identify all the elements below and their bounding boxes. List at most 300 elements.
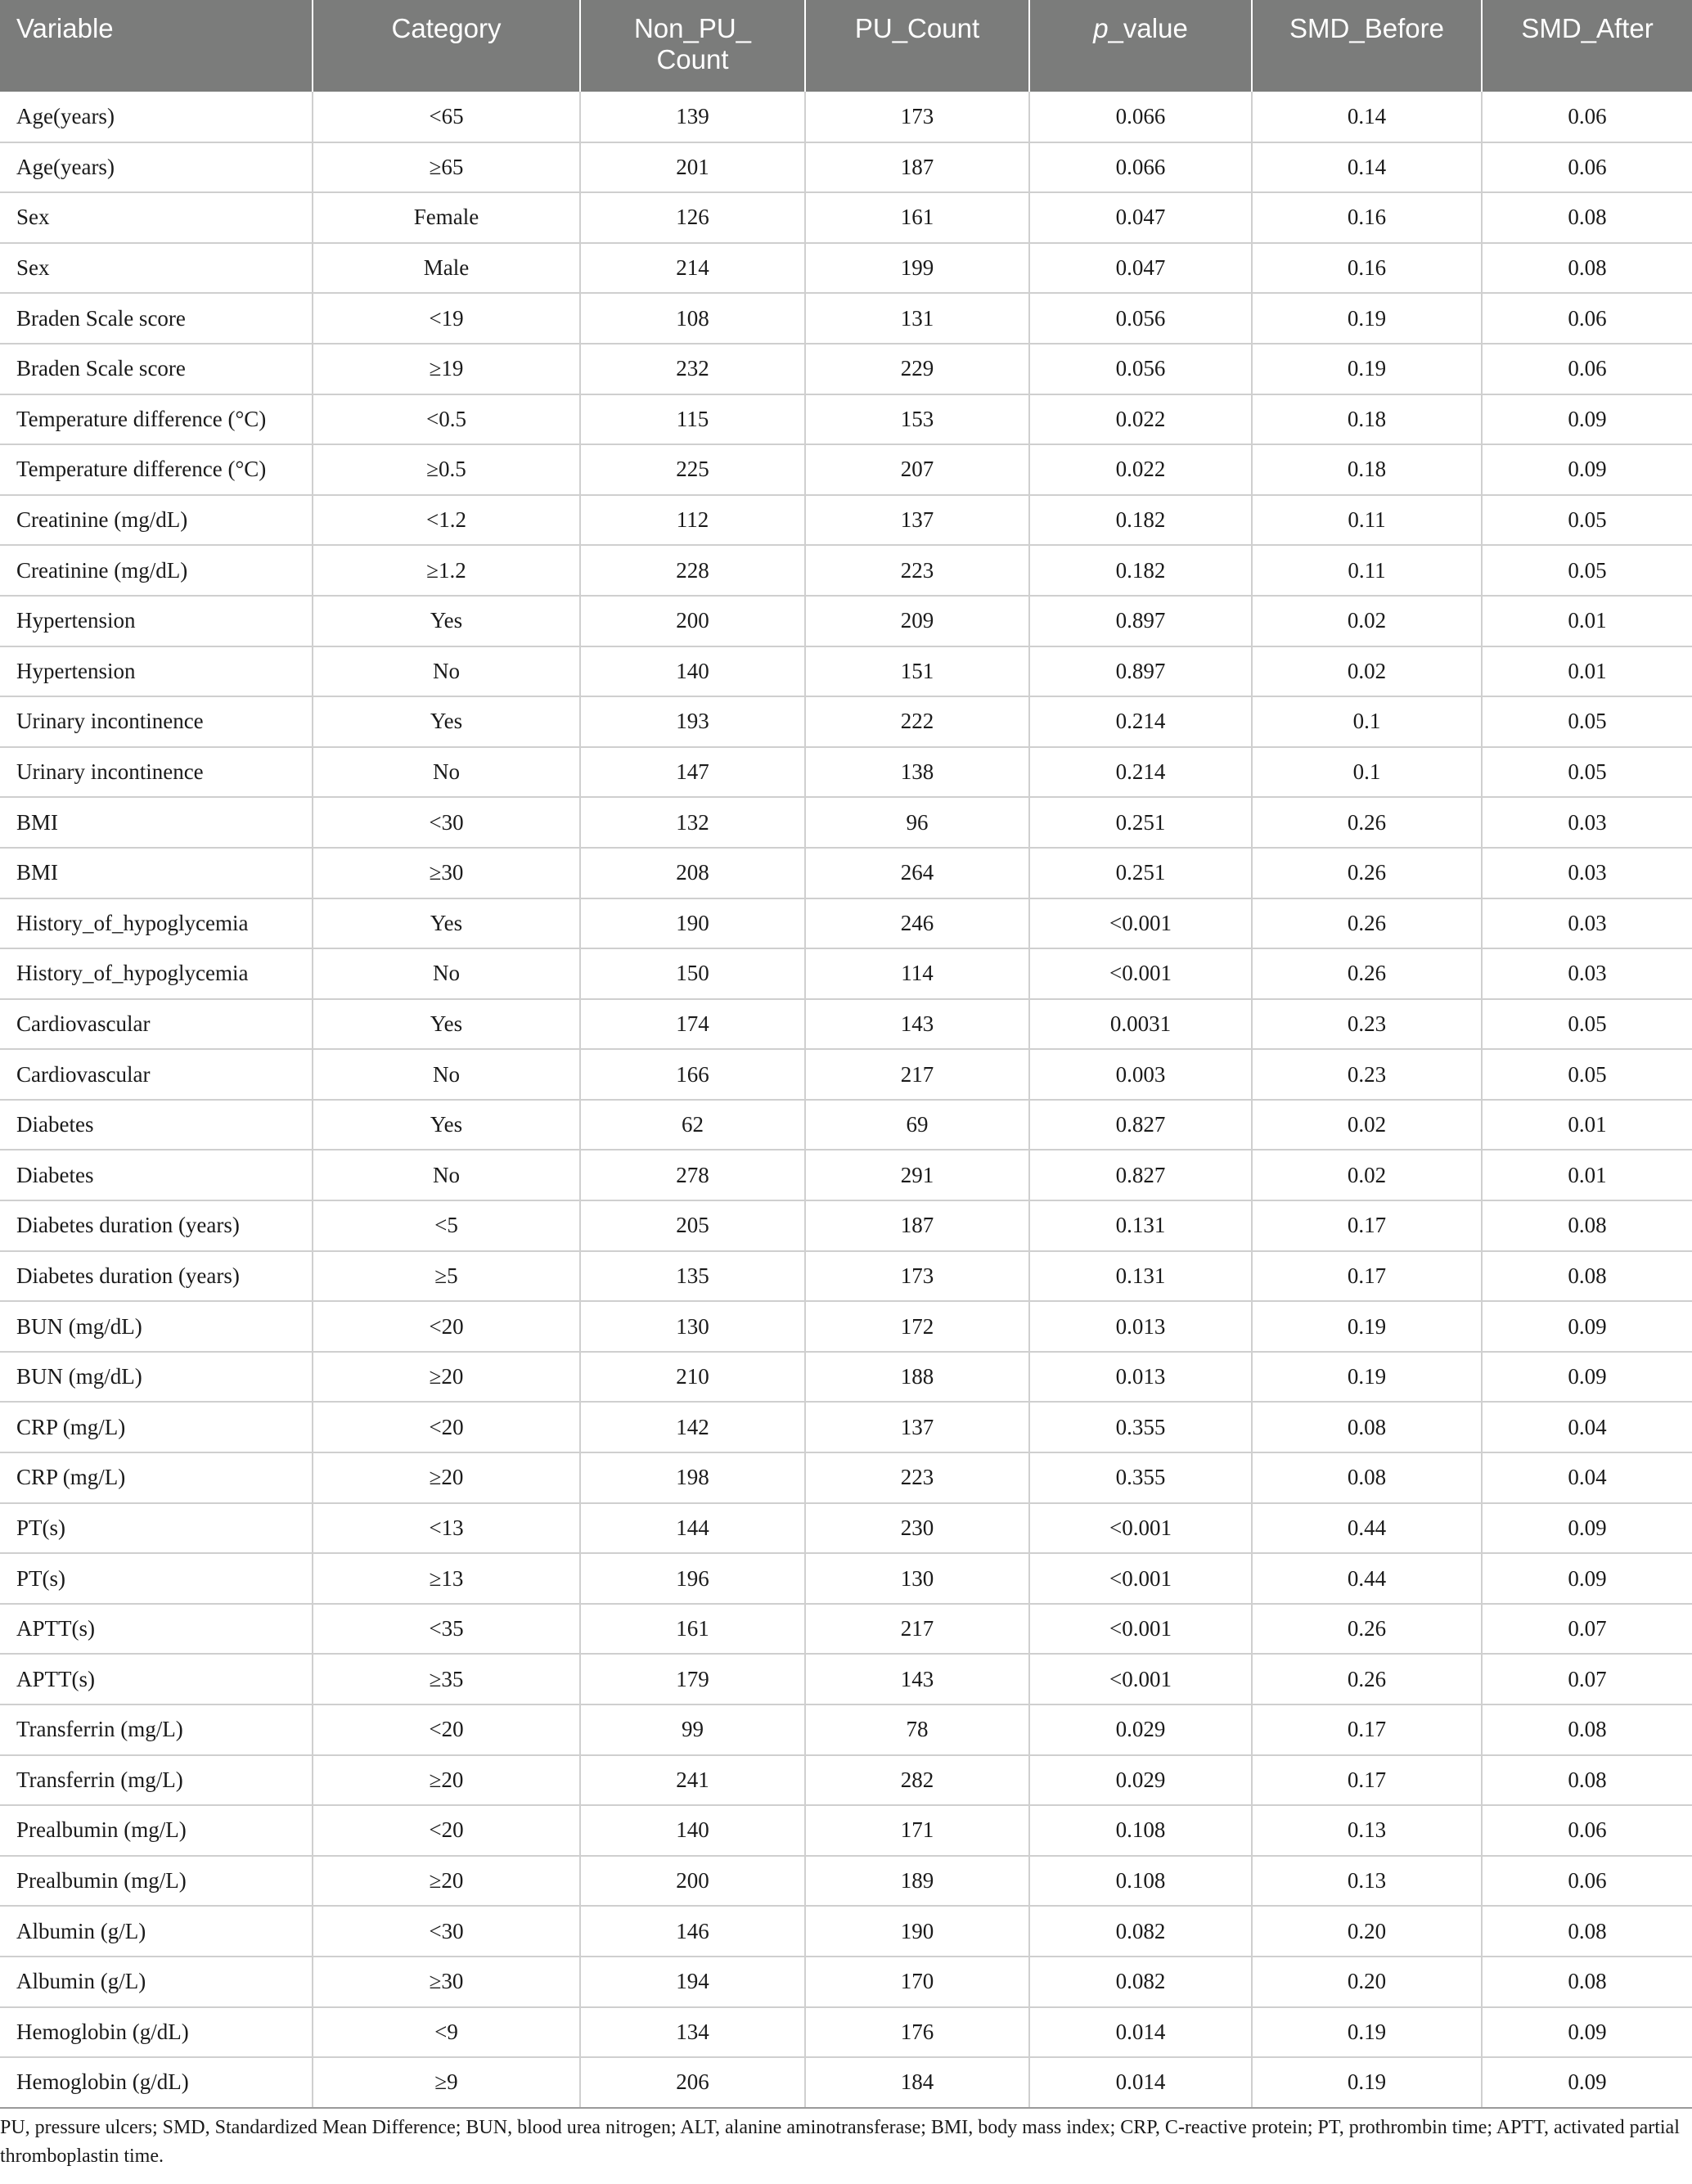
table-row <box>0 696 1692 747</box>
p-value-cell: 0.131 <box>1029 1251 1252 1302</box>
category-cell: ≥20 <box>313 1755 580 1806</box>
variable-cell: Diabetes duration (years) <box>0 1200 313 1251</box>
pu-count-cell: 173 <box>805 92 1029 142</box>
smd-after-cell: 0.06 <box>1482 142 1692 193</box>
category-cell: ≥19 <box>313 344 580 394</box>
table-row <box>0 344 1692 394</box>
smd-before-cell: 0.19 <box>1252 2057 1482 2108</box>
table-row <box>0 2057 1692 2108</box>
p-value-cell: 0.082 <box>1029 1957 1252 2007</box>
variable-cell: Creatinine (mg/dL) <box>0 495 313 546</box>
variable-cell: Hypertension <box>0 646 313 697</box>
p-value-cell: 0.108 <box>1029 1805 1252 1856</box>
category-cell: Yes <box>313 1100 580 1151</box>
pu-count-cell: 171 <box>805 1805 1029 1856</box>
pu-count-cell: 291 <box>805 1150 1029 1200</box>
non-pu-count-cell: 112 <box>580 495 805 546</box>
pu-count-cell: 230 <box>805 1503 1029 1554</box>
header-smd-before: SMD_Before <box>1252 0 1482 92</box>
smd-before-cell: 0.20 <box>1252 1957 1482 2007</box>
variable-cell: Prealbumin (mg/L) <box>0 1805 313 1856</box>
category-cell: <20 <box>313 1805 580 1856</box>
smd-before-cell: 0.44 <box>1252 1553 1482 1604</box>
table-row <box>0 1856 1692 1907</box>
pu-count-cell: 131 <box>805 293 1029 344</box>
header-variable: Variable <box>0 0 313 92</box>
smd-before-cell: 0.11 <box>1252 495 1482 546</box>
table-row <box>0 1301 1692 1352</box>
pu-count-cell: 223 <box>805 1452 1029 1503</box>
header-pu-count: PU_Count <box>805 0 1029 92</box>
smd-before-cell: 0.26 <box>1252 1654 1482 1704</box>
header-row <box>0 0 1692 92</box>
variable-cell: Albumin (g/L) <box>0 1906 313 1957</box>
smd-before-cell: 0.26 <box>1252 948 1482 999</box>
non-pu-count-cell: 132 <box>580 797 805 848</box>
smd-before-cell: 0.16 <box>1252 243 1482 294</box>
pu-count-cell: 138 <box>805 747 1029 798</box>
smd-before-cell: 0.19 <box>1252 293 1482 344</box>
category-cell: <35 <box>313 1604 580 1655</box>
table-row <box>0 1150 1692 1200</box>
p-value-cell: 0.897 <box>1029 596 1252 646</box>
pu-count-cell: 217 <box>805 1049 1029 1100</box>
p-value-cell: 0.0031 <box>1029 999 1252 1050</box>
smd-before-cell: 0.17 <box>1252 1200 1482 1251</box>
variable-cell: Transferrin (mg/L) <box>0 1755 313 1806</box>
table-header <box>0 0 1692 92</box>
table-row <box>0 898 1692 949</box>
variable-cell: APTT(s) <box>0 1654 313 1704</box>
table-row <box>0 1503 1692 1554</box>
header-p-value <box>1029 0 1252 92</box>
header-p-value-italic: p <box>1093 13 1109 43</box>
smd-after-cell: 0.05 <box>1482 999 1692 1050</box>
p-value-cell: 0.029 <box>1029 1755 1252 1806</box>
header-non-pu-count <box>580 0 805 92</box>
table-row <box>0 1049 1692 1100</box>
smd-before-cell: 0.02 <box>1252 1150 1482 1200</box>
variable-cell: PT(s) <box>0 1503 313 1554</box>
table-body <box>0 92 1692 2108</box>
category-cell: Female <box>313 192 580 243</box>
table-row <box>0 1200 1692 1251</box>
pu-count-cell: 176 <box>805 2007 1029 2058</box>
category-cell: <5 <box>313 1200 580 1251</box>
pu-count-cell: 199 <box>805 243 1029 294</box>
smd-before-cell: 0.19 <box>1252 1301 1482 1352</box>
category-cell: <13 <box>313 1503 580 1554</box>
smd-before-cell: 0.14 <box>1252 92 1482 142</box>
table-row <box>0 394 1692 445</box>
non-pu-count-cell: 166 <box>580 1049 805 1100</box>
smd-after-cell: 0.06 <box>1482 293 1692 344</box>
variable-cell: Sex <box>0 192 313 243</box>
pu-count-cell: 153 <box>805 394 1029 445</box>
smd-before-cell: 0.26 <box>1252 797 1482 848</box>
non-pu-count-cell: 241 <box>580 1755 805 1806</box>
variable-cell: Diabetes duration (years) <box>0 1251 313 1302</box>
smd-before-cell: 0.1 <box>1252 696 1482 747</box>
p-value-cell: <0.001 <box>1029 948 1252 999</box>
pu-count-cell: 143 <box>805 1654 1029 1704</box>
pu-count-cell: 78 <box>805 1704 1029 1755</box>
p-value-cell: 0.047 <box>1029 192 1252 243</box>
variable-cell: CRP (mg/L) <box>0 1452 313 1503</box>
smd-after-cell: 0.08 <box>1482 1251 1692 1302</box>
pu-count-cell: 187 <box>805 142 1029 193</box>
p-value-cell: 0.056 <box>1029 293 1252 344</box>
non-pu-count-cell: 179 <box>580 1654 805 1704</box>
variable-cell: Creatinine (mg/dL) <box>0 545 313 596</box>
smd-before-cell: 0.19 <box>1252 344 1482 394</box>
table-row <box>0 243 1692 294</box>
table-row <box>0 545 1692 596</box>
category-cell: <1.2 <box>313 495 580 546</box>
variable-cell: Prealbumin (mg/L) <box>0 1856 313 1907</box>
p-value-cell: <0.001 <box>1029 1654 1252 1704</box>
category-cell: ≥20 <box>313 1352 580 1403</box>
pu-count-cell: 207 <box>805 444 1029 495</box>
smd-before-cell: 0.19 <box>1252 1352 1482 1403</box>
non-pu-count-cell: 210 <box>580 1352 805 1403</box>
variable-cell: Hemoglobin (g/dL) <box>0 2007 313 2058</box>
smd-before-cell: 0.02 <box>1252 1100 1482 1151</box>
non-pu-count-cell: 130 <box>580 1301 805 1352</box>
p-value-cell: 0.066 <box>1029 92 1252 142</box>
category-cell: ≥30 <box>313 1957 580 2007</box>
smd-after-cell: 0.03 <box>1482 898 1692 949</box>
variable-cell: Age(years) <box>0 92 313 142</box>
variable-cell: Age(years) <box>0 142 313 193</box>
category-cell: No <box>313 948 580 999</box>
table-row <box>0 142 1692 193</box>
variable-cell: Diabetes <box>0 1100 313 1151</box>
smd-before-cell: 0.44 <box>1252 1503 1482 1554</box>
pu-count-cell: 137 <box>805 495 1029 546</box>
pu-count-cell: 96 <box>805 797 1029 848</box>
table-row <box>0 1452 1692 1503</box>
p-value-cell: 0.056 <box>1029 344 1252 394</box>
table-row <box>0 848 1692 898</box>
smd-after-cell: 0.09 <box>1482 444 1692 495</box>
p-value-cell: 0.131 <box>1029 1200 1252 1251</box>
non-pu-count-cell: 232 <box>580 344 805 394</box>
table-row <box>0 1654 1692 1704</box>
p-value-cell: 0.047 <box>1029 243 1252 294</box>
smd-after-cell: 0.09 <box>1482 1553 1692 1604</box>
pu-count-cell: 161 <box>805 192 1029 243</box>
p-value-cell: 0.066 <box>1029 142 1252 193</box>
table-row <box>0 1755 1692 1806</box>
variable-cell: Braden Scale score <box>0 293 313 344</box>
table-footnote: PU, pressure ulcers; SMD, Standardized Mean Difference; BUN, blood urea nitrogen; ALT, alanine aminotransferase; BMI, body mass index; CRP, C-reactive protein; PT, prothrombin time; APTT, activated partial thromboplastin time. <box>0 2116 1680 2167</box>
pu-count-cell: 189 <box>805 1856 1029 1907</box>
non-pu-count-cell: 198 <box>580 1452 805 1503</box>
non-pu-count-cell: 135 <box>580 1251 805 1302</box>
category-cell: <20 <box>313 1301 580 1352</box>
smd-before-cell: 0.13 <box>1252 1856 1482 1907</box>
category-cell: No <box>313 747 580 798</box>
category-cell: <20 <box>313 1704 580 1755</box>
smd-before-cell: 0.14 <box>1252 142 1482 193</box>
non-pu-count-cell: 193 <box>580 696 805 747</box>
smd-after-cell: 0.07 <box>1482 1604 1692 1655</box>
category-cell: ≥35 <box>313 1654 580 1704</box>
table-row <box>0 1805 1692 1856</box>
table-row <box>0 646 1692 697</box>
non-pu-count-cell: 150 <box>580 948 805 999</box>
non-pu-count-cell: 214 <box>580 243 805 294</box>
table-row <box>0 1352 1692 1403</box>
smd-after-cell: 0.08 <box>1482 1755 1692 1806</box>
category-cell: No <box>313 646 580 697</box>
smd-after-cell: 0.09 <box>1482 2057 1692 2108</box>
p-value-cell: 0.355 <box>1029 1402 1252 1452</box>
p-value-cell: 0.827 <box>1029 1150 1252 1200</box>
p-value-cell: 0.182 <box>1029 495 1252 546</box>
non-pu-count-cell: 200 <box>580 596 805 646</box>
smd-before-cell: 0.02 <box>1252 596 1482 646</box>
smd-before-cell: 0.23 <box>1252 1049 1482 1100</box>
smd-before-cell: 0.19 <box>1252 2007 1482 2058</box>
pu-count-cell: 217 <box>805 1604 1029 1655</box>
p-value-cell: 0.013 <box>1029 1352 1252 1403</box>
smd-after-cell: 0.01 <box>1482 1100 1692 1151</box>
p-value-cell: 0.214 <box>1029 747 1252 798</box>
smd-before-cell: 0.16 <box>1252 192 1482 243</box>
header-category: Category <box>313 0 580 92</box>
variable-cell: APTT(s) <box>0 1604 313 1655</box>
pu-count-cell: 143 <box>805 999 1029 1050</box>
pu-count-cell: 229 <box>805 344 1029 394</box>
smd-before-cell: 0.26 <box>1252 848 1482 898</box>
smd-after-cell: 0.06 <box>1482 1805 1692 1856</box>
category-cell: ≥9 <box>313 2057 580 2108</box>
p-value-cell: 0.013 <box>1029 1301 1252 1352</box>
smd-after-cell: 0.03 <box>1482 797 1692 848</box>
smd-after-cell: 0.09 <box>1482 1503 1692 1554</box>
category-cell: ≥1.2 <box>313 545 580 596</box>
pu-count-cell: 173 <box>805 1251 1029 1302</box>
table-row <box>0 1402 1692 1452</box>
variable-cell: PT(s) <box>0 1553 313 1604</box>
pu-count-cell: 114 <box>805 948 1029 999</box>
p-value-cell: <0.001 <box>1029 1604 1252 1655</box>
smd-after-cell: 0.08 <box>1482 1200 1692 1251</box>
table-row <box>0 797 1692 848</box>
non-pu-count-cell: 200 <box>580 1856 805 1907</box>
smd-after-cell: 0.09 <box>1482 394 1692 445</box>
smd-before-cell: 0.26 <box>1252 898 1482 949</box>
non-pu-count-cell: 62 <box>580 1100 805 1151</box>
p-value-cell: 0.251 <box>1029 797 1252 848</box>
p-value-cell: 0.897 <box>1029 646 1252 697</box>
p-value-cell: 0.082 <box>1029 1906 1252 1957</box>
pu-count-cell: 246 <box>805 898 1029 949</box>
non-pu-count-cell: 205 <box>580 1200 805 1251</box>
table-row <box>0 948 1692 999</box>
smd-after-cell: 0.05 <box>1482 545 1692 596</box>
non-pu-count-cell: 196 <box>580 1553 805 1604</box>
smd-before-cell: 0.20 <box>1252 1906 1482 1957</box>
p-value-cell: 0.355 <box>1029 1452 1252 1503</box>
smd-after-cell: 0.06 <box>1482 92 1692 142</box>
smd-after-cell: 0.04 <box>1482 1452 1692 1503</box>
table-row <box>0 192 1692 243</box>
non-pu-count-cell: 161 <box>580 1604 805 1655</box>
smd-before-cell: 0.02 <box>1252 646 1482 697</box>
non-pu-count-cell: 140 <box>580 646 805 697</box>
table-row <box>0 1704 1692 1755</box>
category-cell: Male <box>313 243 580 294</box>
variable-cell: Transferrin (mg/L) <box>0 1704 313 1755</box>
non-pu-count-cell: 174 <box>580 999 805 1050</box>
variable-cell: Hemoglobin (g/dL) <box>0 2057 313 2108</box>
smd-after-cell: 0.03 <box>1482 948 1692 999</box>
table-row <box>0 1957 1692 2007</box>
category-cell: <20 <box>313 1402 580 1452</box>
variable-cell: Albumin (g/L) <box>0 1957 313 2007</box>
smd-before-cell: 0.08 <box>1252 1402 1482 1452</box>
table-row <box>0 92 1692 142</box>
category-cell: No <box>313 1150 580 1200</box>
p-value-cell: <0.001 <box>1029 898 1252 949</box>
variable-cell: History_of_hypoglycemia <box>0 948 313 999</box>
pu-count-cell: 151 <box>805 646 1029 697</box>
non-pu-count-cell: 115 <box>580 394 805 445</box>
p-value-cell: <0.001 <box>1029 1503 1252 1554</box>
category-cell: ≥0.5 <box>313 444 580 495</box>
category-cell: ≥5 <box>313 1251 580 1302</box>
variable-cell: CRP (mg/L) <box>0 1402 313 1452</box>
category-cell: <65 <box>313 92 580 142</box>
pu-count-cell: 190 <box>805 1906 1029 1957</box>
smd-before-cell: 0.08 <box>1252 1452 1482 1503</box>
variable-cell: BMI <box>0 797 313 848</box>
smd-after-cell: 0.01 <box>1482 596 1692 646</box>
category-cell: ≥30 <box>313 848 580 898</box>
pu-count-cell: 184 <box>805 2057 1029 2108</box>
non-pu-count-cell: 147 <box>580 747 805 798</box>
smd-before-cell: 0.1 <box>1252 747 1482 798</box>
smd-after-cell: 0.09 <box>1482 1301 1692 1352</box>
pu-count-cell: 172 <box>805 1301 1029 1352</box>
pu-count-cell: 209 <box>805 596 1029 646</box>
smd-after-cell: 0.06 <box>1482 1856 1692 1907</box>
smd-after-cell: 0.05 <box>1482 696 1692 747</box>
p-value-cell: 0.029 <box>1029 1704 1252 1755</box>
category-cell: ≥20 <box>313 1856 580 1907</box>
header-p-value-rest: _value <box>1108 13 1188 43</box>
p-value-cell: 0.251 <box>1029 848 1252 898</box>
smd-after-cell: 0.01 <box>1482 646 1692 697</box>
non-pu-count-cell: 126 <box>580 192 805 243</box>
non-pu-count-cell: 134 <box>580 2007 805 2058</box>
category-cell: No <box>313 1049 580 1100</box>
category-cell: <9 <box>313 2007 580 2058</box>
table-row <box>0 1906 1692 1957</box>
table-row <box>0 495 1692 546</box>
p-value-cell: 0.014 <box>1029 2007 1252 2058</box>
table-row <box>0 2007 1692 2058</box>
pu-count-cell: 223 <box>805 545 1029 596</box>
category-cell: Yes <box>313 999 580 1050</box>
variable-cell: Temperature difference (°C) <box>0 394 313 445</box>
variable-cell: Cardiovascular <box>0 1049 313 1100</box>
variable-cell: Urinary incontinence <box>0 696 313 747</box>
category-cell: <0.5 <box>313 394 580 445</box>
header-non-pu-count-line2: Count <box>656 44 729 74</box>
non-pu-count-cell: 142 <box>580 1402 805 1452</box>
smd-before-cell: 0.26 <box>1252 1604 1482 1655</box>
pu-count-cell: 170 <box>805 1957 1029 2007</box>
non-pu-count-cell: 144 <box>580 1503 805 1554</box>
smd-after-cell: 0.04 <box>1482 1402 1692 1452</box>
category-cell: Yes <box>313 596 580 646</box>
smd-before-cell: 0.17 <box>1252 1704 1482 1755</box>
table-row <box>0 1100 1692 1151</box>
non-pu-count-cell: 208 <box>580 848 805 898</box>
p-value-cell: 0.022 <box>1029 444 1252 495</box>
non-pu-count-cell: 99 <box>580 1704 805 1755</box>
smd-after-cell: 0.08 <box>1482 1957 1692 2007</box>
smd-after-cell: 0.06 <box>1482 344 1692 394</box>
pu-count-cell: 282 <box>805 1755 1029 1806</box>
smd-before-cell: 0.18 <box>1252 394 1482 445</box>
non-pu-count-cell: 201 <box>580 142 805 193</box>
category-cell: <30 <box>313 797 580 848</box>
header-non-pu-count-line1: Non_PU_ <box>633 13 752 43</box>
smd-before-cell: 0.18 <box>1252 444 1482 495</box>
category-cell: Yes <box>313 696 580 747</box>
non-pu-count-cell: 140 <box>580 1805 805 1856</box>
variable-cell: Hypertension <box>0 596 313 646</box>
smd-after-cell: 0.09 <box>1482 2007 1692 2058</box>
smd-after-cell: 0.08 <box>1482 1906 1692 1957</box>
smd-after-cell: 0.08 <box>1482 1704 1692 1755</box>
header-smd-after: SMD_After <box>1482 0 1692 92</box>
pu-count-cell: 264 <box>805 848 1029 898</box>
table-row <box>0 1604 1692 1655</box>
smd-before-cell: 0.17 <box>1252 1755 1482 1806</box>
smd-before-cell: 0.23 <box>1252 999 1482 1050</box>
table-row <box>0 999 1692 1050</box>
p-value-cell: 0.182 <box>1029 545 1252 596</box>
non-pu-count-cell: 190 <box>580 898 805 949</box>
variable-cell: Urinary incontinence <box>0 747 313 798</box>
non-pu-count-cell: 228 <box>580 545 805 596</box>
table-row <box>0 596 1692 646</box>
smd-after-cell: 0.07 <box>1482 1654 1692 1704</box>
table-row <box>0 444 1692 495</box>
non-pu-count-cell: 278 <box>580 1150 805 1200</box>
pu-count-cell: 188 <box>805 1352 1029 1403</box>
p-value-cell: 0.003 <box>1029 1049 1252 1100</box>
table-row <box>0 1251 1692 1302</box>
table-row <box>0 747 1692 798</box>
category-cell: <30 <box>313 1906 580 1957</box>
pu-count-cell: 137 <box>805 1402 1029 1452</box>
smd-after-cell: 0.09 <box>1482 1352 1692 1403</box>
non-pu-count-cell: 225 <box>580 444 805 495</box>
smd-before-cell: 0.11 <box>1252 545 1482 596</box>
p-value-cell: 0.022 <box>1029 394 1252 445</box>
non-pu-count-cell: 146 <box>580 1906 805 1957</box>
variable-cell: Cardiovascular <box>0 999 313 1050</box>
variable-cell: Braden Scale score <box>0 344 313 394</box>
p-value-cell: 0.108 <box>1029 1856 1252 1907</box>
